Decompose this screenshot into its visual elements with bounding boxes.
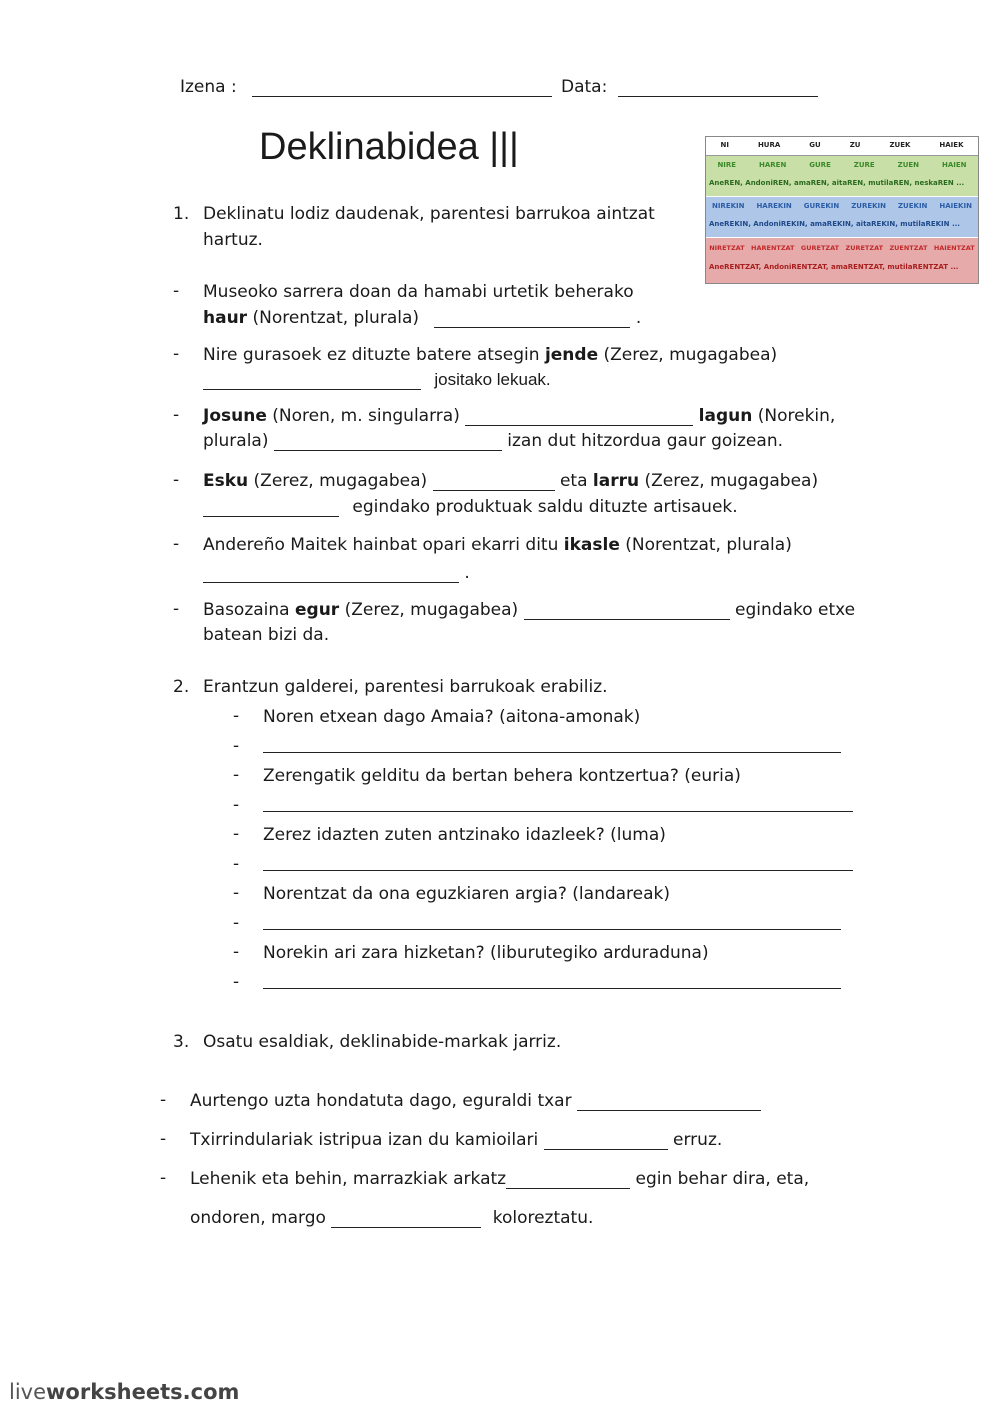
answer-field[interactable] [506,1170,630,1189]
exercise-text: . [635,308,642,328]
logo-bold: worksheets [46,1380,183,1404]
logo-light: live [9,1380,47,1404]
table-cell: NIRETZAT [709,244,745,252]
exercise-line [203,369,551,391]
bullet-dash: - [233,765,240,785]
section1-instruction: Deklinatu lodiz daudenak, parentesi barrukoa aintzat [203,204,655,224]
table-cell: NIREKIN [711,202,745,210]
exercise-line [203,307,641,329]
exercise-text: . [464,563,470,583]
bullet-dash: - [233,883,240,903]
pronoun-cell: ZU [849,141,861,149]
table-cell: ZUEN [897,161,920,169]
table-example: AneRENTZAT, AndoniRENTZAT, amaRENTZAT, mutilaRENTZAT ... [709,263,959,271]
exercise-text: Andereño Maitek hainbat opari ekarri ditu [203,535,559,555]
name-label: Izena : [180,77,237,97]
bullet-dash: - [160,1090,167,1110]
table-header-row [706,137,978,156]
bullet-dash: - [173,405,180,425]
exercise-text: ondoren, margo [190,1208,326,1228]
exercise-line [203,405,835,427]
bullet-dash: - [233,824,240,844]
table-cell: ZURETZAT [845,244,884,252]
date-label: Data: [561,77,608,97]
target-word: Josune [203,406,267,426]
exercise-text: Lehenik eta behin, marrazkiak arkatz [190,1169,507,1189]
bullet-dash: - [173,344,180,364]
answer-field[interactable] [434,309,630,328]
exercise-text: Aurtengo uzta hondatuta dago, eguraldi txar [190,1091,572,1111]
answer-field[interactable] [203,498,339,517]
answer-field[interactable] [331,1209,481,1228]
answer-field[interactable] [263,734,841,753]
exercise-line [203,496,738,518]
bullet-dash: - [233,942,240,962]
answer-field[interactable] [433,472,555,491]
exercise-line [203,562,470,584]
question-text: Norentzat da ona eguzkiaren argia? (landareak) [263,884,671,904]
bullet-dash: - [173,470,180,490]
case-hint: (Norentzat, plurala) [252,308,420,328]
table-cell: HAREKIN [756,202,792,210]
exercise-line [190,1168,809,1190]
name-field[interactable] [252,78,552,97]
case-hint: (Noren, m. singularra) [272,406,460,426]
table-example: AneREN, AndoniREN, amaREN, aitaREN, mutilaREN, neskaREN ... [709,179,965,187]
exercise-text: batean bizi da. [203,625,330,645]
exercise-text: Museoko sarrera doan da hamabi urtetik beherako [203,282,634,302]
question-text: Norekin ari zara hizketan? (liburutegiko arduraduna) [263,943,709,963]
section-number: 3. [173,1032,190,1052]
table-cell: NIRE [717,161,737,169]
pronoun-cell: HAIEK [939,141,964,149]
target-word: jende [544,345,599,365]
exercise-line [203,430,783,452]
bullet-dash: - [173,599,180,619]
table-row-norentzat [706,238,978,283]
answer-field[interactable] [465,407,693,426]
pronoun-cell: HURA [757,141,781,149]
case-hint: (Zerez, mugagabea) [603,345,778,365]
table-cell: GURETZAT [800,244,840,252]
answer-field[interactable] [263,911,841,930]
target-word: ikasle [563,535,620,555]
table-cell: ZURE [853,161,875,169]
table-cell: HAREN [759,161,787,169]
exercise-text: egindako produktuak saldu dituzte artisauek. [352,497,738,517]
exercise-line [203,344,777,366]
exercise-line [203,534,792,556]
bullet-dash: - [233,854,240,874]
table-cell: GUREKIN [803,202,840,210]
exercise-text: egin behar dira, eta, [635,1169,810,1189]
date-field[interactable] [618,78,818,97]
question-text: Zerez idazten zuten antzinako idazleek? (luma) [263,825,666,845]
declension-table [705,136,979,284]
exercise-text: eta [559,471,588,491]
answer-field[interactable] [203,564,459,583]
exercise-line [190,1090,761,1112]
table-cell: ZUENTZAT [889,244,928,252]
section1-instruction-cont: hartuz. [203,230,263,250]
target-word: egur [295,600,340,620]
case-hint: (Zerez, mugagabea) [253,471,428,491]
exercise-text: erruz. [673,1130,723,1150]
bullet-dash: - [233,795,240,815]
bullet-dash: - [173,534,180,554]
table-cell: HAIEKIN [939,202,972,210]
answer-field[interactable] [263,970,841,989]
exercise-line [203,470,818,492]
target-word: haur [203,308,248,328]
table-cell: GURE [809,161,831,169]
exercise-text: koloreztatu. [492,1208,594,1228]
table-cell: HAIEN [941,161,967,169]
question-text: Zerengatik gelditu da bertan behera kontzertua? (euria) [263,766,741,786]
logo-suffix: .com [182,1380,240,1404]
table-cell: ZUEKIN [897,202,928,210]
exercise-text: jositako lekuak. [434,370,551,389]
table-example: AneREKIN, AndoniREKIN, amaREKIN, aitaREKIN, mutilaREKIN ... [709,220,960,228]
exercise-line [190,1207,593,1229]
bullet-dash: - [233,706,240,726]
exercise-line [203,599,855,621]
answer-field[interactable] [263,793,853,812]
table-row-norekin [706,197,978,237]
target-word: larru [592,471,640,491]
exercise-line [190,1129,722,1151]
exercise-text: izan dut hitzordua gaur goizean. [507,431,783,451]
target-word: lagun [698,406,753,426]
case-hint: (Norentzat, plurala) [625,535,792,555]
bullet-dash: - [233,913,240,933]
answer-field[interactable] [203,371,421,390]
answer-field[interactable] [544,1131,668,1150]
bullet-dash: - [173,281,180,301]
section3-instruction: Osatu esaldiak, deklinabide-markak jarriz. [203,1032,562,1052]
liveworksheets-logo[interactable] [9,1380,239,1404]
pronoun-cell: GU [809,141,821,149]
table-cell: HARENTZAT [751,244,795,252]
case-hint: (Zerez, mugagabea) [644,471,819,491]
pronoun-cell: ZUEK [889,141,911,149]
section-number: 1. [173,204,190,224]
section-number: 2. [173,677,190,697]
table-cell: ZUREKIN [851,202,887,210]
exercise-text: Txirrindulariak istripua izan du kamioilari [190,1130,539,1150]
exercise-text: egindako etxe [735,600,856,620]
exercise-text: Nire gurasoek ez dituzte batere atsegin [203,345,540,365]
page-title: Deklinabidea ||| [259,126,519,168]
table-row-noren [706,156,978,196]
answer-field[interactable] [263,852,853,871]
case-hint: (Norekin, [757,406,836,426]
bullet-dash: - [233,972,240,992]
exercise-text: Basozaina [203,600,290,620]
case-hint: (Zerez, mugagabea) [344,600,519,620]
target-word: Esku [203,471,249,491]
answer-field[interactable] [524,601,730,620]
case-hint: plurala) [203,431,269,451]
bullet-dash: - [233,736,240,756]
answer-field[interactable] [577,1092,761,1111]
answer-field[interactable] [274,432,502,451]
pronoun-cell: NI [720,141,729,149]
section2-instruction: Erantzun galderei, parentesi barrukoak erabiliz. [203,677,608,697]
bullet-dash: - [160,1168,167,1188]
question-text: Noren etxean dago Amaia? (aitona-amonak) [263,707,641,727]
table-cell: HAIENTZAT [933,244,975,252]
bullet-dash: - [160,1129,167,1149]
